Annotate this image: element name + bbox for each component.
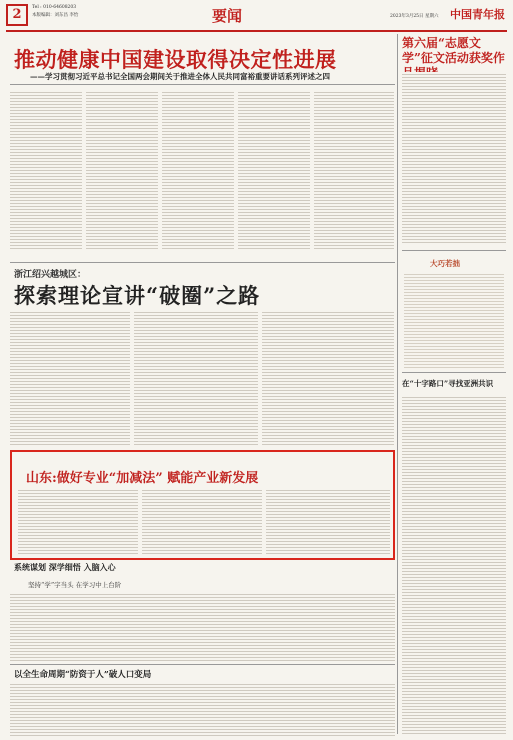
lead-headline: 推动健康中国建设取得决定性进展 bbox=[14, 47, 337, 72]
bottom-body-2 bbox=[10, 682, 395, 736]
right-divider-2 bbox=[402, 372, 506, 373]
lead-column-1 bbox=[10, 90, 82, 250]
featured-column-3 bbox=[266, 488, 390, 554]
lead-column-4 bbox=[238, 90, 310, 250]
column-separator bbox=[397, 34, 398, 734]
lead-divider bbox=[10, 84, 395, 85]
lead-column-5 bbox=[314, 90, 394, 250]
right-headline: 第六届“志愿文学”征文活动获奖作 bbox=[402, 36, 505, 65]
featured-headline: 山东:做好专业“加减法” 赋能产业新发展 bbox=[26, 471, 259, 486]
right-box-title: 大巧若拙 bbox=[430, 259, 460, 268]
header-date: 2023年3月25日 星期六 bbox=[390, 14, 439, 19]
header-rule bbox=[6, 30, 507, 32]
second-column-1 bbox=[10, 310, 130, 445]
lead-column-2 bbox=[86, 90, 158, 250]
section-title: 要闻 bbox=[212, 7, 243, 25]
bottom-subhead-1: 坚持“学”字当头 在学习中上台阶 bbox=[28, 581, 122, 589]
paper-name: 中国青年报 bbox=[450, 8, 505, 21]
right-divider bbox=[402, 250, 506, 251]
second-kicker: 浙江绍兴越城区： bbox=[14, 270, 87, 280]
right-box-body bbox=[404, 272, 504, 368]
second-divider bbox=[10, 262, 395, 263]
featured-column-2 bbox=[142, 488, 262, 554]
second-column-2 bbox=[134, 310, 258, 445]
lead-column-3 bbox=[162, 90, 234, 250]
header-editor: 本版编辑：刘东昌 李怡 bbox=[32, 13, 79, 18]
page-number-badge: 2 bbox=[6, 4, 28, 26]
bottom-headline-2: 以全生命周期“防资于人”破人口变局 bbox=[14, 670, 152, 680]
bottom-body-1 bbox=[10, 592, 395, 662]
right-column-body bbox=[402, 72, 506, 244]
right-lower-body bbox=[402, 395, 506, 735]
bottom-divider bbox=[10, 664, 395, 665]
second-column-3 bbox=[262, 310, 394, 445]
featured-column-1 bbox=[18, 488, 138, 554]
second-headline: 探索理论宣讲“破圈”之路 bbox=[14, 283, 261, 308]
right-box-caption: 在“十字路口”寻找亚洲共识 bbox=[402, 379, 494, 388]
header-tel: Tel : 010-64608203 bbox=[32, 5, 77, 10]
lead-subhead: ——学习贯彻习近平总书记全国两会期间关于推进全体人民共同富裕重要讲话系列评述之四 bbox=[30, 72, 330, 81]
bottom-headline-1: 系统谋划 深学细悟 入脑入心 bbox=[14, 562, 116, 572]
